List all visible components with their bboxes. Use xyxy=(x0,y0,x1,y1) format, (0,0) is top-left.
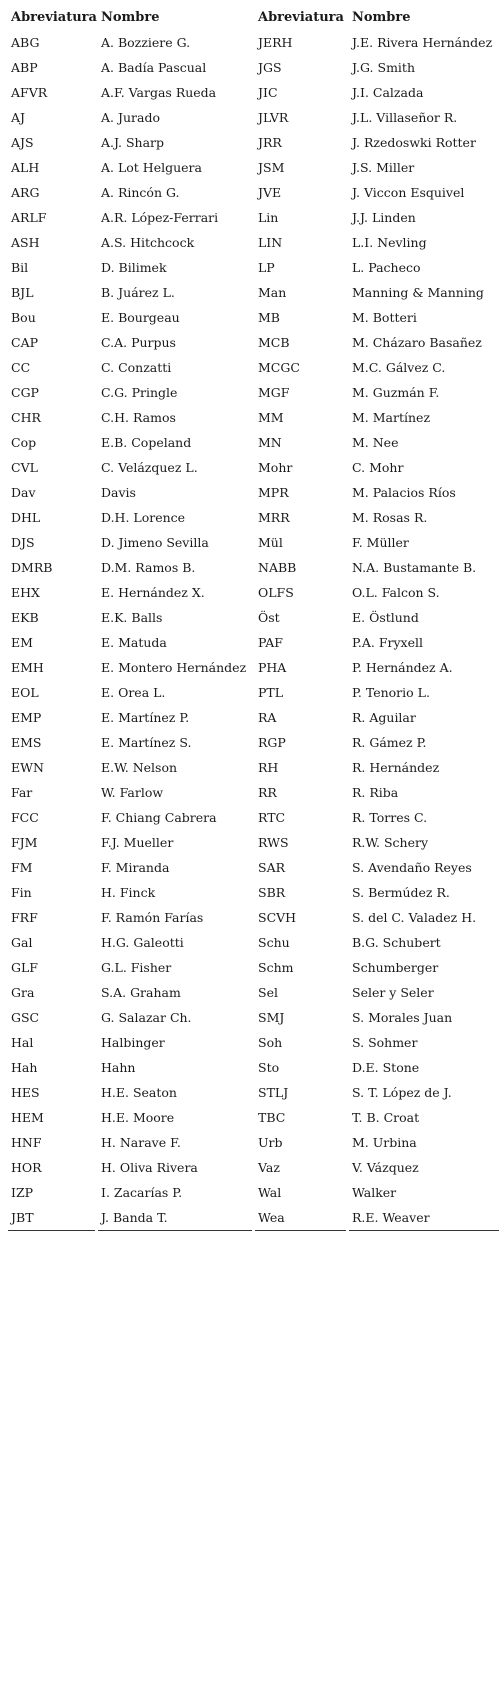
table-row xyxy=(8,280,499,305)
name-left-cell: A. Lot Helguera xyxy=(101,160,202,175)
abbreviation-left-cell: AJS xyxy=(11,135,34,150)
name-right-cell: T. B. Croat xyxy=(352,1110,420,1125)
table-row xyxy=(8,355,499,380)
abbreviation-left-cell: Gra xyxy=(11,985,35,1000)
name-left-cell: D.H. Lorence xyxy=(101,510,186,525)
name-right-cell: N.A. Bustamante B. xyxy=(352,560,477,575)
abbreviation-right-cell: MB xyxy=(258,310,280,325)
abbreviation-right-cell: PTL xyxy=(258,685,284,700)
table-row xyxy=(8,1080,499,1105)
name-right-cell: P. Hernández A. xyxy=(352,660,453,675)
name-left-cell: C. Conzatti xyxy=(101,360,172,375)
table-row xyxy=(8,330,499,355)
name-left-cell: D.M. Ramos B. xyxy=(101,560,196,575)
name-left-cell: E.W. Nelson xyxy=(101,760,178,775)
table-row xyxy=(8,1180,499,1205)
abbreviation-left-cell: HOR xyxy=(11,1160,42,1175)
name-right-cell: J.G. Smith xyxy=(352,60,415,75)
table-row xyxy=(8,155,499,180)
abbreviation-right-cell: Schm xyxy=(258,960,294,975)
abbreviation-left-cell: Hal xyxy=(11,1035,34,1050)
name-left-cell: H. Oliva Rivera xyxy=(101,1160,198,1175)
abbreviation-right-cell: MCB xyxy=(258,335,290,350)
abbreviation-left-cell: ARLF xyxy=(11,210,47,225)
table-row xyxy=(8,655,499,680)
abbreviation-left-cell: EMH xyxy=(11,660,44,675)
abbreviation-right-cell: STLJ xyxy=(258,1085,289,1100)
table-row xyxy=(8,680,499,705)
table-body xyxy=(8,30,499,1231)
name-left-cell: H. Narave F. xyxy=(101,1135,181,1150)
table-row xyxy=(8,880,499,905)
name-right-cell: R. Hernández xyxy=(352,760,440,775)
table-row xyxy=(8,1130,499,1155)
name-right-cell: M. Guzmán F. xyxy=(352,385,440,400)
table-row xyxy=(8,580,499,605)
abbreviation-right-cell: SCVH xyxy=(258,910,297,925)
abbreviation-left-cell: JBT xyxy=(8,1205,95,1231)
name-left-cell: E. Matuda xyxy=(101,635,167,650)
name-left-cell: I. Zacarías P. xyxy=(101,1185,183,1200)
abbreviation-right-cell: MGF xyxy=(258,385,290,400)
table-row xyxy=(8,430,499,455)
name-right-cell: M. Palacios Ríos xyxy=(352,485,456,500)
abbreviation-right-cell: RR xyxy=(258,785,277,800)
abbreviation-right-cell: LIN xyxy=(258,235,283,250)
table-row xyxy=(8,105,499,130)
name-right-cell: S. Avendaño Reyes xyxy=(352,860,472,875)
abbreviation-left-cell: GLF xyxy=(11,960,38,975)
table-row xyxy=(8,455,499,480)
abbreviation-right-cell: SBR xyxy=(258,885,286,900)
table-row xyxy=(8,180,499,205)
abbreviation-left-cell: EHX xyxy=(11,585,40,600)
name-left-cell: A. Rincón G. xyxy=(101,185,180,200)
abbreviation-right-cell: JSM xyxy=(258,160,285,175)
abbreviation-right-cell: Sto xyxy=(258,1060,280,1075)
abbreviation-right-cell: PHA xyxy=(258,660,287,675)
abbreviation-left-cell: GSC xyxy=(11,1010,40,1025)
table-row xyxy=(8,855,499,880)
name-left-cell: Davis xyxy=(101,485,136,500)
name-right-cell: J.J. Linden xyxy=(352,210,416,225)
name-left-cell: C.A. Purpus xyxy=(101,335,176,350)
name-right-cell: B.G. Schubert xyxy=(352,935,441,950)
abbreviation-left-cell: EOL xyxy=(11,685,39,700)
name-left-cell: C. Velázquez L. xyxy=(101,460,198,475)
abbreviation-right-cell: MM xyxy=(258,410,284,425)
abbreviation-right-cell: SAR xyxy=(258,860,286,875)
name-left-cell: D. Bilimek xyxy=(101,260,167,275)
table-row xyxy=(8,980,499,1005)
abbreviation-right-cell: RTC xyxy=(258,810,286,825)
name-right-cell: P.A. Fryxell xyxy=(352,635,423,650)
name-left-cell: G. Salazar Ch. xyxy=(101,1010,192,1025)
abbreviation-right-cell: JRR xyxy=(258,135,282,150)
table-row xyxy=(8,930,499,955)
table-row xyxy=(8,30,499,55)
name-left-cell: W. Farlow xyxy=(101,785,164,800)
table-row xyxy=(8,555,499,580)
table-row xyxy=(8,205,499,230)
abbreviation-right-cell: Öst xyxy=(258,610,280,625)
table-row xyxy=(8,1205,499,1231)
name-right-cell: Schumberger xyxy=(352,960,439,975)
abbreviation-left-cell: HEM xyxy=(11,1110,44,1125)
name-left-cell: C.G. Pringle xyxy=(101,385,178,400)
name-left-cell: C.H. Ramos xyxy=(101,410,176,425)
abbreviation-left-cell: ASH xyxy=(11,235,40,250)
name-right-cell: S. T. López de J. xyxy=(352,1085,452,1100)
name-right-cell: J. Rzedoswki Rotter xyxy=(352,135,476,150)
abbreviation-right-cell: LP xyxy=(258,260,275,275)
name-left-cell: H.G. Galeotti xyxy=(101,935,184,950)
table-row xyxy=(8,905,499,930)
abbreviation-left-cell: AFVR xyxy=(11,85,48,100)
name-left-cell: S.A. Graham xyxy=(101,985,181,1000)
name-right-cell: R.W. Schery xyxy=(352,835,429,850)
name-right-cell: R. Aguilar xyxy=(352,710,416,725)
name-right-cell: P. Tenorio L. xyxy=(352,685,430,700)
abbreviation-left-cell: FRF xyxy=(11,910,38,925)
abbreviation-right-cell: JERH xyxy=(258,35,293,50)
abbreviation-table-container xyxy=(5,4,499,1231)
name-right-cell: J.I. Calzada xyxy=(352,85,424,100)
abbreviation-left-cell: ALH xyxy=(11,160,40,175)
abbreviation-left-cell: EMS xyxy=(11,735,42,750)
name-left-cell: E.B. Copeland xyxy=(101,435,192,450)
name-left-cell: F. Ramón Farías xyxy=(101,910,204,925)
abbreviation-left-cell: CAP xyxy=(11,335,39,350)
name-left-cell: E. Orea L. xyxy=(101,685,166,700)
name-right-cell: S. Bermúdez R. xyxy=(352,885,450,900)
name-right-cell: Manning & Manning xyxy=(352,285,484,300)
abbreviation-left-cell: EMP xyxy=(11,710,42,725)
abbreviation-right-cell: JVE xyxy=(258,185,282,200)
abbreviation-left-cell: EKB xyxy=(11,610,39,625)
name-left-cell: A.J. Sharp xyxy=(101,135,165,150)
name-right-cell: M. Nee xyxy=(352,435,399,450)
abbreviation-right-cell: PAF xyxy=(258,635,283,650)
name-left-cell: F.J. Mueller xyxy=(101,835,174,850)
abbreviation-left-cell: EM xyxy=(11,635,33,650)
abbreviation-right-cell: JLVR xyxy=(258,110,289,125)
abbreviation-left-cell: BJL xyxy=(11,285,34,300)
name-right-cell: M.C. Gálvez C. xyxy=(352,360,446,375)
name-left-cell: H.E. Seaton xyxy=(101,1085,177,1100)
header-row xyxy=(8,4,499,30)
abbreviation-left-cell: FCC xyxy=(11,810,39,825)
abbreviation-right-cell: Sel xyxy=(258,985,278,1000)
name-left-cell: Halbinger xyxy=(101,1035,165,1050)
abbreviation-right-cell: Mül xyxy=(258,535,283,550)
name-right-cell: C. Mohr xyxy=(352,460,404,475)
name-left-cell: A. Bozziere G. xyxy=(101,35,191,50)
abbreviation-left-cell: Hah xyxy=(11,1060,38,1075)
name-right-cell: R. Riba xyxy=(352,785,399,800)
name-right-cell: F. Müller xyxy=(352,535,409,550)
abbreviation-left-cell: CHR xyxy=(11,410,41,425)
abbreviation-left-cell: DMRB xyxy=(11,560,53,575)
abbreviation-left-cell: IZP xyxy=(11,1185,34,1200)
name-left-cell: H. Finck xyxy=(101,885,156,900)
abbreviation-left-cell: ABG xyxy=(11,35,40,50)
name-right-cell: S. Morales Juan xyxy=(352,1010,453,1025)
abbreviation-left-cell: Gal xyxy=(11,935,33,950)
name-right-cell: M. Cházaro Basañez xyxy=(352,335,482,350)
abbreviation-left-cell: Bou xyxy=(11,310,36,325)
abbreviation-right-cell: RWS xyxy=(258,835,289,850)
table-row xyxy=(8,630,499,655)
abbreviation-left-cell: Bil xyxy=(11,260,29,275)
name-left-cell: H.E. Moore xyxy=(101,1110,175,1125)
abbreviation-right-cell: Schu xyxy=(258,935,290,950)
name-left-cell: E. Hernández X. xyxy=(101,585,205,600)
table-row xyxy=(8,830,499,855)
abbreviation-right-cell: Soh xyxy=(258,1035,283,1050)
name-right-cell: J. Viccon Esquivel xyxy=(352,185,465,200)
abbreviation-right-cell: Urb xyxy=(258,1135,283,1150)
table-row xyxy=(8,530,499,555)
abbreviation-left-cell: CGP xyxy=(11,385,39,400)
table-row xyxy=(8,805,499,830)
table-row xyxy=(8,1005,499,1030)
abbreviation-right-cell: SMJ xyxy=(258,1010,285,1025)
name-right-cell: L.I. Nevling xyxy=(352,235,427,250)
name-left-cell: D. Jimeno Sevilla xyxy=(101,535,209,550)
table-row xyxy=(8,1055,499,1080)
abbreviation-left-cell: CC xyxy=(11,360,31,375)
table-row xyxy=(8,505,499,530)
name-right-cell: J.L. Villaseñor R. xyxy=(352,110,458,125)
name-left-cell: A. Jurado xyxy=(101,110,160,125)
name-right-cell: E. Östlund xyxy=(352,610,419,625)
table-row xyxy=(8,705,499,730)
abbreviation-left-cell: ARG xyxy=(11,185,40,200)
table-row xyxy=(8,405,499,430)
abbreviation-left-cell: DHL xyxy=(11,510,41,525)
table-row xyxy=(8,1105,499,1130)
header-name-right: Nombre xyxy=(352,9,411,25)
abbreviation-left-cell: FJM xyxy=(11,835,38,850)
abbreviation-right-cell: MRR xyxy=(258,510,290,525)
abbreviation-right-cell: JIC xyxy=(258,85,278,100)
abbreviation-left-cell: Cop xyxy=(11,435,37,450)
abbreviation-left-cell: Fin xyxy=(11,885,32,900)
table-row xyxy=(8,230,499,255)
table-row xyxy=(8,55,499,80)
name-left-cell: J. Banda T. xyxy=(98,1205,252,1231)
abbreviation-left-cell: HES xyxy=(11,1085,40,1100)
name-right-cell: S. Sohmer xyxy=(352,1035,418,1050)
abbreviation-left-cell: CVL xyxy=(11,460,38,475)
header-name-left: Nombre xyxy=(101,9,160,25)
abbreviation-right-cell: RGP xyxy=(258,735,286,750)
abbreviation-right-cell: MN xyxy=(258,435,282,450)
abbreviation-left-cell: AJ xyxy=(11,110,26,125)
name-right-cell: Walker xyxy=(352,1185,397,1200)
name-left-cell: G.L. Fisher xyxy=(101,960,172,975)
table-row xyxy=(8,305,499,330)
name-right-cell: J.E. Rivera Hernández xyxy=(352,35,493,50)
name-right-cell: M. Urbina xyxy=(352,1135,417,1150)
table-row xyxy=(8,605,499,630)
name-right-cell: Seler y Seler xyxy=(352,985,434,1000)
abbreviation-right-cell: Mohr xyxy=(258,460,293,475)
name-left-cell: E.K. Balls xyxy=(101,610,163,625)
abbreviation-left-cell: DJS xyxy=(11,535,35,550)
header-abbreviation-left: Abreviatura xyxy=(11,9,97,25)
abbreviation-right-cell: RH xyxy=(258,760,279,775)
name-left-cell: E. Martínez P. xyxy=(101,710,190,725)
name-right-cell: L. Pacheco xyxy=(352,260,421,275)
table-row xyxy=(8,1030,499,1055)
abbreviation-right-cell: Man xyxy=(258,285,287,300)
name-right-cell: R.E. Weaver xyxy=(349,1205,499,1231)
abbreviation-right-cell: NABB xyxy=(258,560,297,575)
table-row xyxy=(8,955,499,980)
name-right-cell: D.E. Stone xyxy=(352,1060,420,1075)
table-row xyxy=(8,80,499,105)
name-right-cell: M. Botteri xyxy=(352,310,417,325)
abbreviation-right-cell: MCGC xyxy=(258,360,300,375)
abbreviation-right-cell: TBC xyxy=(258,1110,286,1125)
abbreviation-left-cell: Dav xyxy=(11,485,36,500)
abbreviation-right-cell: JGS xyxy=(258,60,282,75)
name-right-cell: J.S. Miller xyxy=(352,160,415,175)
header-abbreviation-right: Abreviatura xyxy=(258,9,344,25)
name-right-cell: S. del C. Valadez H. xyxy=(352,910,477,925)
table-row xyxy=(8,730,499,755)
abbreviation-right-cell: Wal xyxy=(258,1185,282,1200)
table-row xyxy=(8,255,499,280)
name-left-cell: E. Martínez S. xyxy=(101,735,192,750)
name-left-cell: Hahn xyxy=(101,1060,136,1075)
abbreviation-right-cell: Wea xyxy=(255,1205,346,1231)
table-row xyxy=(8,780,499,805)
abbreviation-left-cell: FM xyxy=(11,860,33,875)
abbreviation-right-cell: Lin xyxy=(258,210,279,225)
name-right-cell: R. Torres C. xyxy=(352,810,428,825)
table-row xyxy=(8,1155,499,1180)
name-left-cell: B. Juárez L. xyxy=(101,285,175,300)
name-left-cell: A. Badía Pascual xyxy=(101,60,207,75)
name-left-cell: E. Montero Hernández xyxy=(101,660,247,675)
name-right-cell: M. Rosas R. xyxy=(352,510,428,525)
abbreviation-left-cell: Far xyxy=(11,785,33,800)
name-right-cell: V. Vázquez xyxy=(352,1160,419,1175)
abbreviation-left-cell: EWN xyxy=(11,760,44,775)
name-right-cell: O.L. Falcon S. xyxy=(352,585,440,600)
name-left-cell: E. Bourgeau xyxy=(101,310,180,325)
name-right-cell: R. Gámez P. xyxy=(352,735,427,750)
table-row xyxy=(8,130,499,155)
name-left-cell: A.R. López-Ferrari xyxy=(101,210,219,225)
name-left-cell: F. Chiang Cabrera xyxy=(101,810,217,825)
abbreviation-left-cell: HNF xyxy=(11,1135,42,1150)
table-row xyxy=(8,380,499,405)
table-row xyxy=(8,755,499,780)
name-left-cell: F. Miranda xyxy=(101,860,170,875)
abbreviation-right-cell: MPR xyxy=(258,485,289,500)
abbreviation-right-cell: Vaz xyxy=(258,1160,280,1175)
table-row xyxy=(8,480,499,505)
name-right-cell: M. Martínez xyxy=(352,410,431,425)
name-left-cell: A.S. Hitchcock xyxy=(101,235,195,250)
abbreviation-left-cell: ABP xyxy=(11,60,38,75)
abbreviation-right-cell: OLFS xyxy=(258,585,294,600)
abbreviation-table xyxy=(5,4,502,1231)
abbreviation-right-cell: RA xyxy=(258,710,277,725)
name-left-cell: A.F. Vargas Rueda xyxy=(101,85,217,100)
